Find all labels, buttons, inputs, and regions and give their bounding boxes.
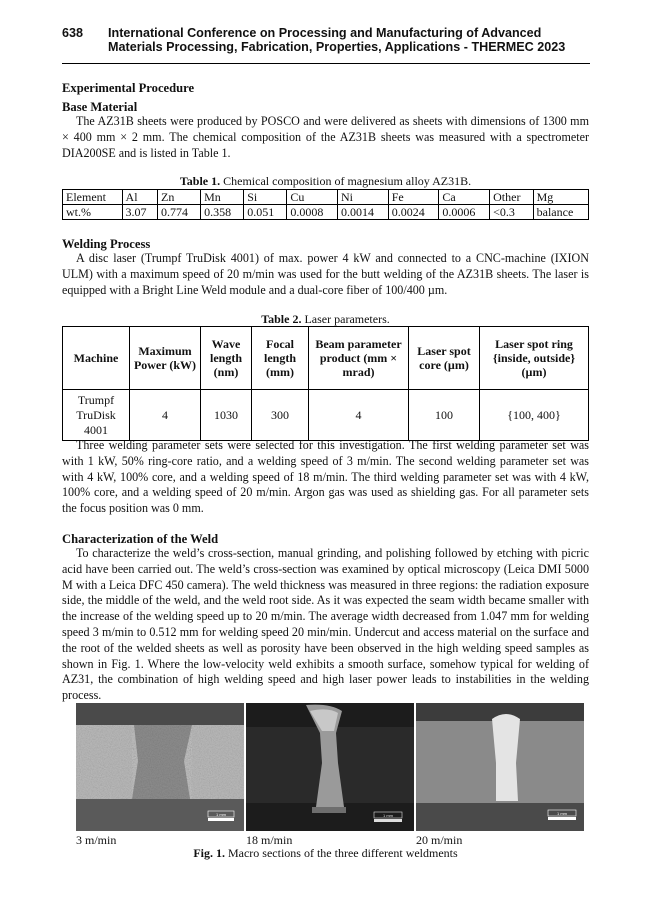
page-number: 638 (62, 26, 84, 40)
table-cell: Si (244, 190, 287, 205)
parameters-paragraph: Three welding parameter sets were selected for this investigation. The first welding parameter set was with 1 kW, 50% ring-core ratio, and a welding speed of 3 m/min. The second welding parameter set was with 4 kW, 100% core, and a welding speed of 18 m/min. The third welding parameter set was with 4 kW, 100% core, and a welding speed of 20 m/min. Argon gas was used as shielding gas. For all parameter sets the focus position was 0 mm. (62, 438, 589, 516)
table-cell: Al (122, 190, 157, 205)
table-cell: wt.% (63, 205, 123, 220)
table-cell: 0.0014 (338, 205, 389, 220)
table-header-cell: Laser spot ring {inside, outside} (µm) (480, 327, 589, 390)
table-cell: 0.051 (244, 205, 287, 220)
table-cell: 0.358 (201, 205, 244, 220)
header-title-line1: International Conference on Processing and Manufacturing of Advanced (108, 26, 542, 40)
table-cell: 0.774 (158, 205, 201, 220)
table-header-cell: Machine (63, 327, 130, 390)
table2-caption (62, 312, 589, 326)
table-cell: 0.0008 (287, 205, 338, 220)
table-row (63, 205, 589, 220)
table-header-cell: Focal length (mm) (252, 327, 309, 390)
subsection-heading-characterization: Characterization of the Weld (62, 532, 219, 546)
scale-bar-label: 1 mm (557, 811, 567, 816)
laser-parameters-table (62, 326, 589, 441)
table-cell: Fe (388, 190, 439, 205)
table-cell: 1030 (201, 390, 252, 441)
table1-caption-text: Chemical composition of magnesium alloy AZ31B. (220, 174, 472, 188)
table-cell: 4 (309, 390, 409, 441)
table-cell: {100, 400} (480, 390, 589, 441)
table-cell: Element (63, 190, 123, 205)
table-cell: 3.07 (122, 205, 157, 220)
table-cell: 100 (409, 390, 480, 441)
macro-section-image-3mmin (76, 703, 244, 831)
base-material-paragraph: The AZ31B sheets were produced by POSCO and were delivered as sheets with dimensions of 1300 mm × 400 mm × 2 mm. The chemical composition of the AZ31B sheets was measured with a spectrometer DIA200SE and is listed in Table 1. (62, 114, 589, 160)
table-cell: 4 (130, 390, 201, 441)
scale-bar-label: 1 mm (216, 812, 226, 817)
welding-process-paragraph: A disc laser (Trumpf TruDisk 4001) of max. power 4 kW and connected to a CNC-machine (IXION ULM) with a maximum speed of 20 m/min was used for the butt welding of the AZ31B sheets. The laser is equipped with a Bright Line Weld module and a dual-core fiber of 100/400 µm. (62, 251, 589, 297)
table-cell: balance (533, 205, 588, 220)
table-cell: Ca (439, 190, 490, 205)
table-header-cell: Maximum Power (kW) (130, 327, 201, 390)
table-cell: Zn (158, 190, 201, 205)
figure1-caption (62, 846, 589, 860)
table-cell: 300 (252, 390, 309, 441)
figure-label-20mmin: 20 m/min (416, 833, 463, 847)
table-cell: Ni (338, 190, 389, 205)
table2-caption-label: Table 2. (261, 312, 302, 326)
table-header-cell: Wave length (nm) (201, 327, 252, 390)
table-cell: 0.0024 (388, 205, 439, 220)
table-cell: <0.3 (490, 205, 534, 220)
subsection-heading-welding-process: Welding Process (62, 237, 151, 251)
figure-label-18mmin: 18 m/min (246, 833, 293, 847)
figure1-caption-text: Macro sections of the three different weldments (224, 846, 458, 860)
table1-caption (62, 174, 589, 188)
table-row (63, 390, 589, 441)
table-header-row (63, 327, 589, 390)
header-rule (62, 63, 590, 64)
composition-table (62, 189, 589, 220)
table2-caption-text: Laser parameters. (301, 312, 390, 326)
table-cell: Trumpf TruDisk 4001 (63, 390, 130, 441)
section-heading-experimental: Experimental Procedure (62, 81, 195, 95)
table-cell: Mn (201, 190, 244, 205)
figure-label-3mmin: 3 m/min (76, 833, 117, 847)
table-row (63, 190, 589, 205)
scale-bar-label: 1 mm (383, 813, 393, 818)
subsection-heading-base-material: Base Material (62, 100, 138, 114)
characterization-paragraph: To characterize the weld’s cross-section, manual grinding, and polishing followed by etching with picric acid have been carried out. The weld’s cross-section was examined by optical microscopy (Leica DMI 5000 M with a Leica DFC 450 camera). The weld thickness was measured in three regions: the radiation exposure side, the middle of the weld, and the weld root side. As it was expected the seam width became smaller with the increase of the welding speed up to 20 m/min. The average width decreased from 1.047 mm for welding speed 3 m/min to 0.512 mm for welding speed 20 min/min. Undercut and access material on the surface and the root of the welded sheets as well as porosity have been observed in the high welding speed samples as shown in Fig. 1. Where the low-velocity weld exhibits a smooth surface, somehow typical for welding of AZ31, the combination of high welding speed and high laser power leads to instabilities in the welding process. (62, 546, 589, 703)
table-cell: 0.0006 (439, 205, 490, 220)
table-cell: Cu (287, 190, 338, 205)
table-cell: Other (490, 190, 534, 205)
figure1-caption-label: Fig. 1. (193, 846, 225, 860)
table-cell: Mg (533, 190, 588, 205)
table-header-cell: Beam parameter product (mm × mrad) (309, 327, 409, 390)
header-title-line2: Materials Processing, Fabrication, Properties, Applications - THERMEC 2023 (108, 40, 566, 54)
macro-section-image-18mmin (246, 703, 414, 831)
table1-caption-label: Table 1. (179, 174, 221, 188)
table-header-cell: Laser spot core (µm) (409, 327, 480, 390)
macro-section-image-20mmin (416, 703, 584, 831)
